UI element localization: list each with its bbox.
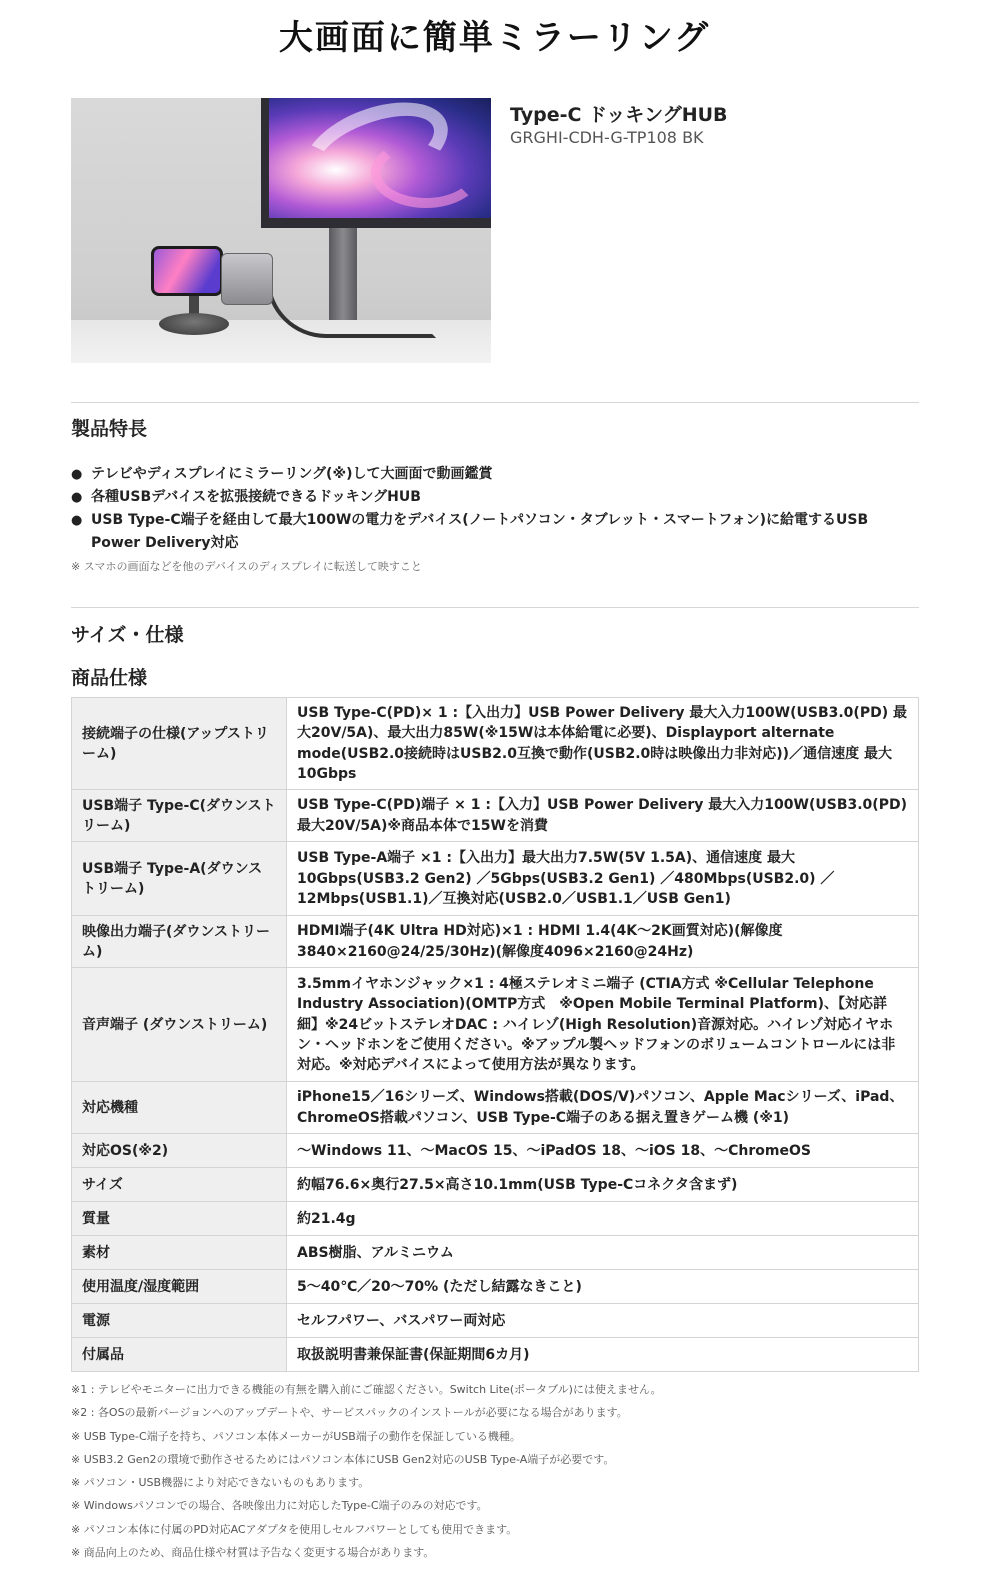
spec-label: 音声端子 (ダウンストリーム) <box>72 968 287 1082</box>
table-row <box>72 790 919 842</box>
spec-value: ABS樹脂、アルミニウム <box>287 1236 919 1270</box>
table-row <box>72 1304 919 1338</box>
spec-value: USB Type-C(PD)端子 × 1 :【入力】USB Power Delivery 最大入力100W(USB3.0(PD) 最大20V/5A)※商品本体で15Wを消費 <box>287 790 919 842</box>
feature-item: ● テレビやディスプレイにミラーリング(※)して大画面で動画鑑賞 <box>71 463 921 486</box>
spec-value: 5～40℃／20～70% (ただし結露なきこと) <box>287 1270 919 1304</box>
spec-value: iPhone15／16シリーズ、Windows搭載(DOS/V)パソコン、Apple Macシリーズ、iPad、ChromeOS搭載パソコン、USB Type-C端子のある据え置きゲーム機 (※1) <box>287 1082 919 1134</box>
table-row <box>72 1134 919 1168</box>
table-row <box>72 916 919 968</box>
divider <box>71 607 919 608</box>
spec-value: 取扱説明書兼保証書(保証期間6カ月) <box>287 1338 919 1372</box>
feature-item: ● USB Type-C端子を経由して最大100Wの電力をデバイス(ノートパソコン・タブレット・スマートフォン)に給電するUSB Power Delivery対応 <box>71 509 921 555</box>
footnotes <box>71 1378 931 1564</box>
spec-value: 約21.4g <box>287 1202 919 1236</box>
spec-label: 質量 <box>72 1202 287 1236</box>
footnote: ※ Windowsパソコンでの場合、各映像出力に対応したType-C端子のみの対応です。 <box>71 1499 488 1513</box>
product-model: GRGHI-CDH-G-TP108 BK <box>510 128 704 147</box>
product-name: Type-C ドッキングHUB <box>510 104 728 126</box>
footnote: ※ 商品向上のため、商品仕様や材質は予告なく変更する場合があります。 <box>71 1546 435 1560</box>
spec-label: 付属品 <box>72 1338 287 1372</box>
footnote: ※2 : 各OSの最新バージョンへのアップデートや、サービスパックのインストールが必要になる場合があります。 <box>71 1406 628 1420</box>
phone-illustration <box>151 246 223 296</box>
feature-item: ● 各種USBデバイスを拡張接続できるドッキングHUB <box>71 486 921 509</box>
spec-value: セルフパワー、バスパワー両対応 <box>287 1304 919 1338</box>
footnote: ※ USB3.2 Gen2の環境で動作させるためにはパソコン本体にUSB Gen2対応のUSB Type-A端子が必要です。 <box>71 1452 615 1466</box>
spec-label: USB端子 Type-A(ダウンストリーム) <box>72 842 287 916</box>
table-row <box>72 1270 919 1304</box>
footnote: ※ パソコン本体に付属のPD対応ACアダプタを使用しセルフパワーとしても使用できます。 <box>71 1522 518 1536</box>
feature-note: ※ スマホの画面などを他のデバイスのディスプレイに転送して映すこと <box>71 560 422 573</box>
spec-label: 対応OS(※2) <box>72 1134 287 1168</box>
spec-value: ～Windows 11、～MacOS 15、～iPadOS 18、～iOS 18、～ChromeOS <box>287 1134 919 1168</box>
spec-label: サイズ <box>72 1168 287 1202</box>
feature-list <box>71 463 921 555</box>
specs-subheading: 商品仕様 <box>71 667 148 689</box>
table-row <box>72 1202 919 1236</box>
footnote: ※1 : テレビやモニターに出力できる機能の有無を購入前にご確認ください。Switch Lite(ポータブル)には使えません。 <box>71 1383 662 1396</box>
spec-value: USB Type-C(PD)× 1 :【入出力】USB Power Delivery 最大入力100W(USB3.0(PD) 最大20V/5A)、最大出力85W(※15Wは本体給電に必要)、Displayport alternate mode(USB2.0接続時はUSB2.0互換で動作(USB2.0時は映像出力非対応))／通信速度 最大10Gbps <box>287 698 919 790</box>
spec-label: 電源 <box>72 1304 287 1338</box>
spec-label: USB端子 Type-C(ダウンストリーム) <box>72 790 287 842</box>
hub-illustration <box>221 253 273 305</box>
banner-title: 大画面に簡単ミラーリング <box>278 18 711 58</box>
table-row <box>72 968 919 1082</box>
spec-table <box>71 697 919 1372</box>
table-row <box>72 1236 919 1270</box>
spec-value: HDMI端子(4K Ultra HD対応)×1 : HDMI 1.4(4K～2K画質対応)(解像度3840×2160@24/25/30Hz)(解像度4096×2160@24Hz) <box>287 916 919 968</box>
spec-value: 約幅76.6×奥行27.5×高さ10.1mm(USB Type-Cコネクタ含まず) <box>287 1168 919 1202</box>
spec-label: 対応機種 <box>72 1082 287 1134</box>
table-row <box>72 698 919 790</box>
table-row <box>72 842 919 916</box>
table-row <box>72 1338 919 1372</box>
footnote: ※ パソコン・USB機器により対応できないものもあります。 <box>71 1476 370 1490</box>
footnote: ※ USB Type-C端子を持ち、パソコン本体メーカーがUSB端子の動作を保証している機種。 <box>71 1429 521 1443</box>
spec-label: 映像出力端子(ダウンストリーム) <box>72 916 287 968</box>
spec-label: 接続端子の仕様(アップストリーム) <box>72 698 287 790</box>
spec-label: 使用温度/湿度範囲 <box>72 1270 287 1304</box>
spec-label: 素材 <box>72 1236 287 1270</box>
product-photo <box>71 98 491 363</box>
features-heading: 製品特長 <box>71 418 148 440</box>
table-row <box>72 1168 919 1202</box>
spec-value: USB Type-A端子 ×1 :【入出力】最大出力7.5W(5V 1.5A)、通信速度 最大10Gbps(USB3.2 Gen2) ／5Gbps(USB3.2 Gen1) ／480Mbps(USB2.0) ／12Mbps(USB1.1)／互換対応(USB2.0／USB1.1／USB Gen1) <box>287 842 919 916</box>
table-row <box>72 1082 919 1134</box>
divider <box>71 402 919 403</box>
spec-value: 3.5mmイヤホンジャック×1 : 4極ステレオミニ端子 (CTIA方式 ※Cellular Telephone Industry Association)(OMTP方式 ※Open Mobile Terminal Platform)、【対応詳細】※24ビットステレオDAC : ハイレゾ(High Resolution)音源対応。ハイレゾ対応イヤホン・ヘッドホンをご使用ください。※アップル製ヘッドフォンのボリュームコントロールには非対応。※対応デバイスによって使用方法が異なります。 <box>287 968 919 1082</box>
specs-heading: サイズ・仕様 <box>71 624 184 646</box>
